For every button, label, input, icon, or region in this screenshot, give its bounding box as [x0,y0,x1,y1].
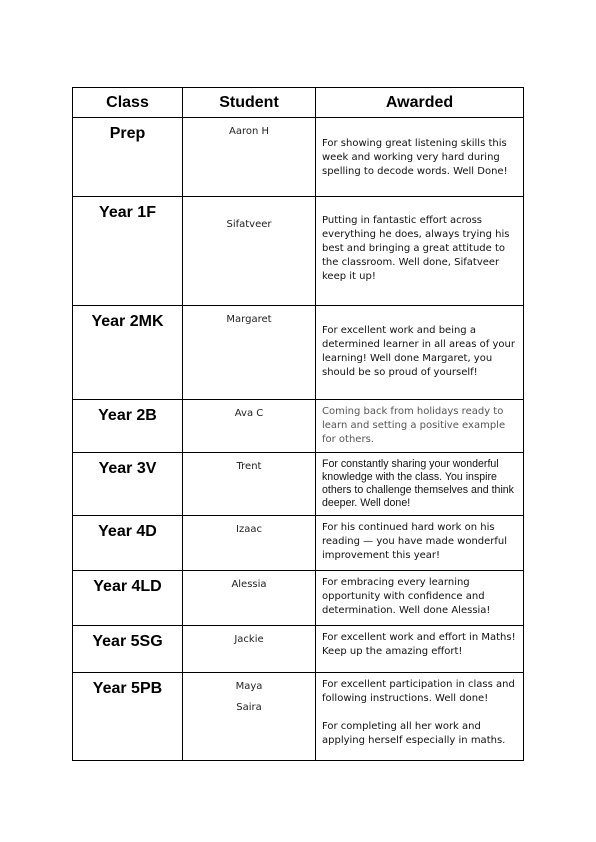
table-row [73,118,524,197]
student-name: Jackie [234,634,264,645]
class-cell: Year 5PB [73,673,183,761]
awarded-cell [316,673,524,761]
class-cell: Year 1F [73,197,183,306]
header-awarded: Awarded [316,88,524,118]
student-name: Aaron H [228,126,269,137]
class-cell: Year 4LD [73,571,183,626]
student-cell [183,306,316,400]
student-name: Trent [236,461,262,472]
awarded-cell [316,516,524,571]
student-cell [183,571,316,626]
student-cell [183,626,316,673]
table-row [73,197,524,306]
header-student: Student [183,88,316,118]
student-cell [183,673,316,761]
award-text: For excellent work and being a determined learner in all areas of your learning! Well done Margaret, you should be so proud of yourself! [322,325,515,378]
class-cell: Year 2MK [73,306,183,400]
award-text: For constantly sharing your wonderful knowledge with the class. You inspire others to challenge themselves and think deeper. Well done! [322,458,514,509]
header-class: Class [73,88,183,118]
class-cell: Year 4D [73,516,183,571]
awarded-cell [316,197,524,306]
award-text: Coming back from holidays ready to learn and setting a positive example for others. [322,406,506,445]
awards-table [72,87,524,761]
table-row [73,306,524,400]
table-row [73,626,524,673]
student-name: Ava C [234,408,264,419]
class-cell: Prep [73,118,183,197]
awarded-cell [316,118,524,197]
table-row [73,516,524,571]
award-text: For completing all her work and applying herself especially in maths. [322,721,506,746]
awarded-cell [316,306,524,400]
award-text: For showing great listening skills this week and working very hard during spelling to decode words. Well Done! [322,138,508,177]
award-text: For excellent work and effort in Maths! Keep up the amazing effort! [322,632,516,657]
student-name: Sifatveer [226,219,272,230]
student-name: Saira [236,702,262,713]
class-cell: Year 3V [73,453,183,516]
table-row [73,673,524,761]
student-cell [183,400,316,453]
student-cell [183,197,316,306]
class-cell: Year 5SG [73,626,183,673]
student-name: Margaret [226,314,272,325]
awarded-cell [316,626,524,673]
awarded-cell [316,453,524,516]
header-row [73,88,524,118]
award-text: Putting in fantastic effort across everything he does, always trying his best and bringing a great attitude to the classroom. Well done, Sifatveer keep it up! [322,215,510,282]
class-cell: Year 2B [73,400,183,453]
award-text: For his continued hard work on his reading — you have made wonderful improvement this year! [322,522,508,561]
table-row [73,453,524,516]
award-text: For embracing every learning opportunity with confidence and determination. Well done Alessia! [322,577,491,616]
student-name: Izaac [236,524,262,535]
table-row [73,571,524,626]
student-name: Maya [235,681,263,692]
student-cell [183,516,316,571]
student-cell [183,453,316,516]
table-row [73,400,524,453]
award-text: For excellent participation in class and following instructions. Well done! [322,679,515,704]
student-cell [183,118,316,197]
awarded-cell [316,400,524,453]
awarded-cell [316,571,524,626]
student-name: Alessia [231,579,267,590]
